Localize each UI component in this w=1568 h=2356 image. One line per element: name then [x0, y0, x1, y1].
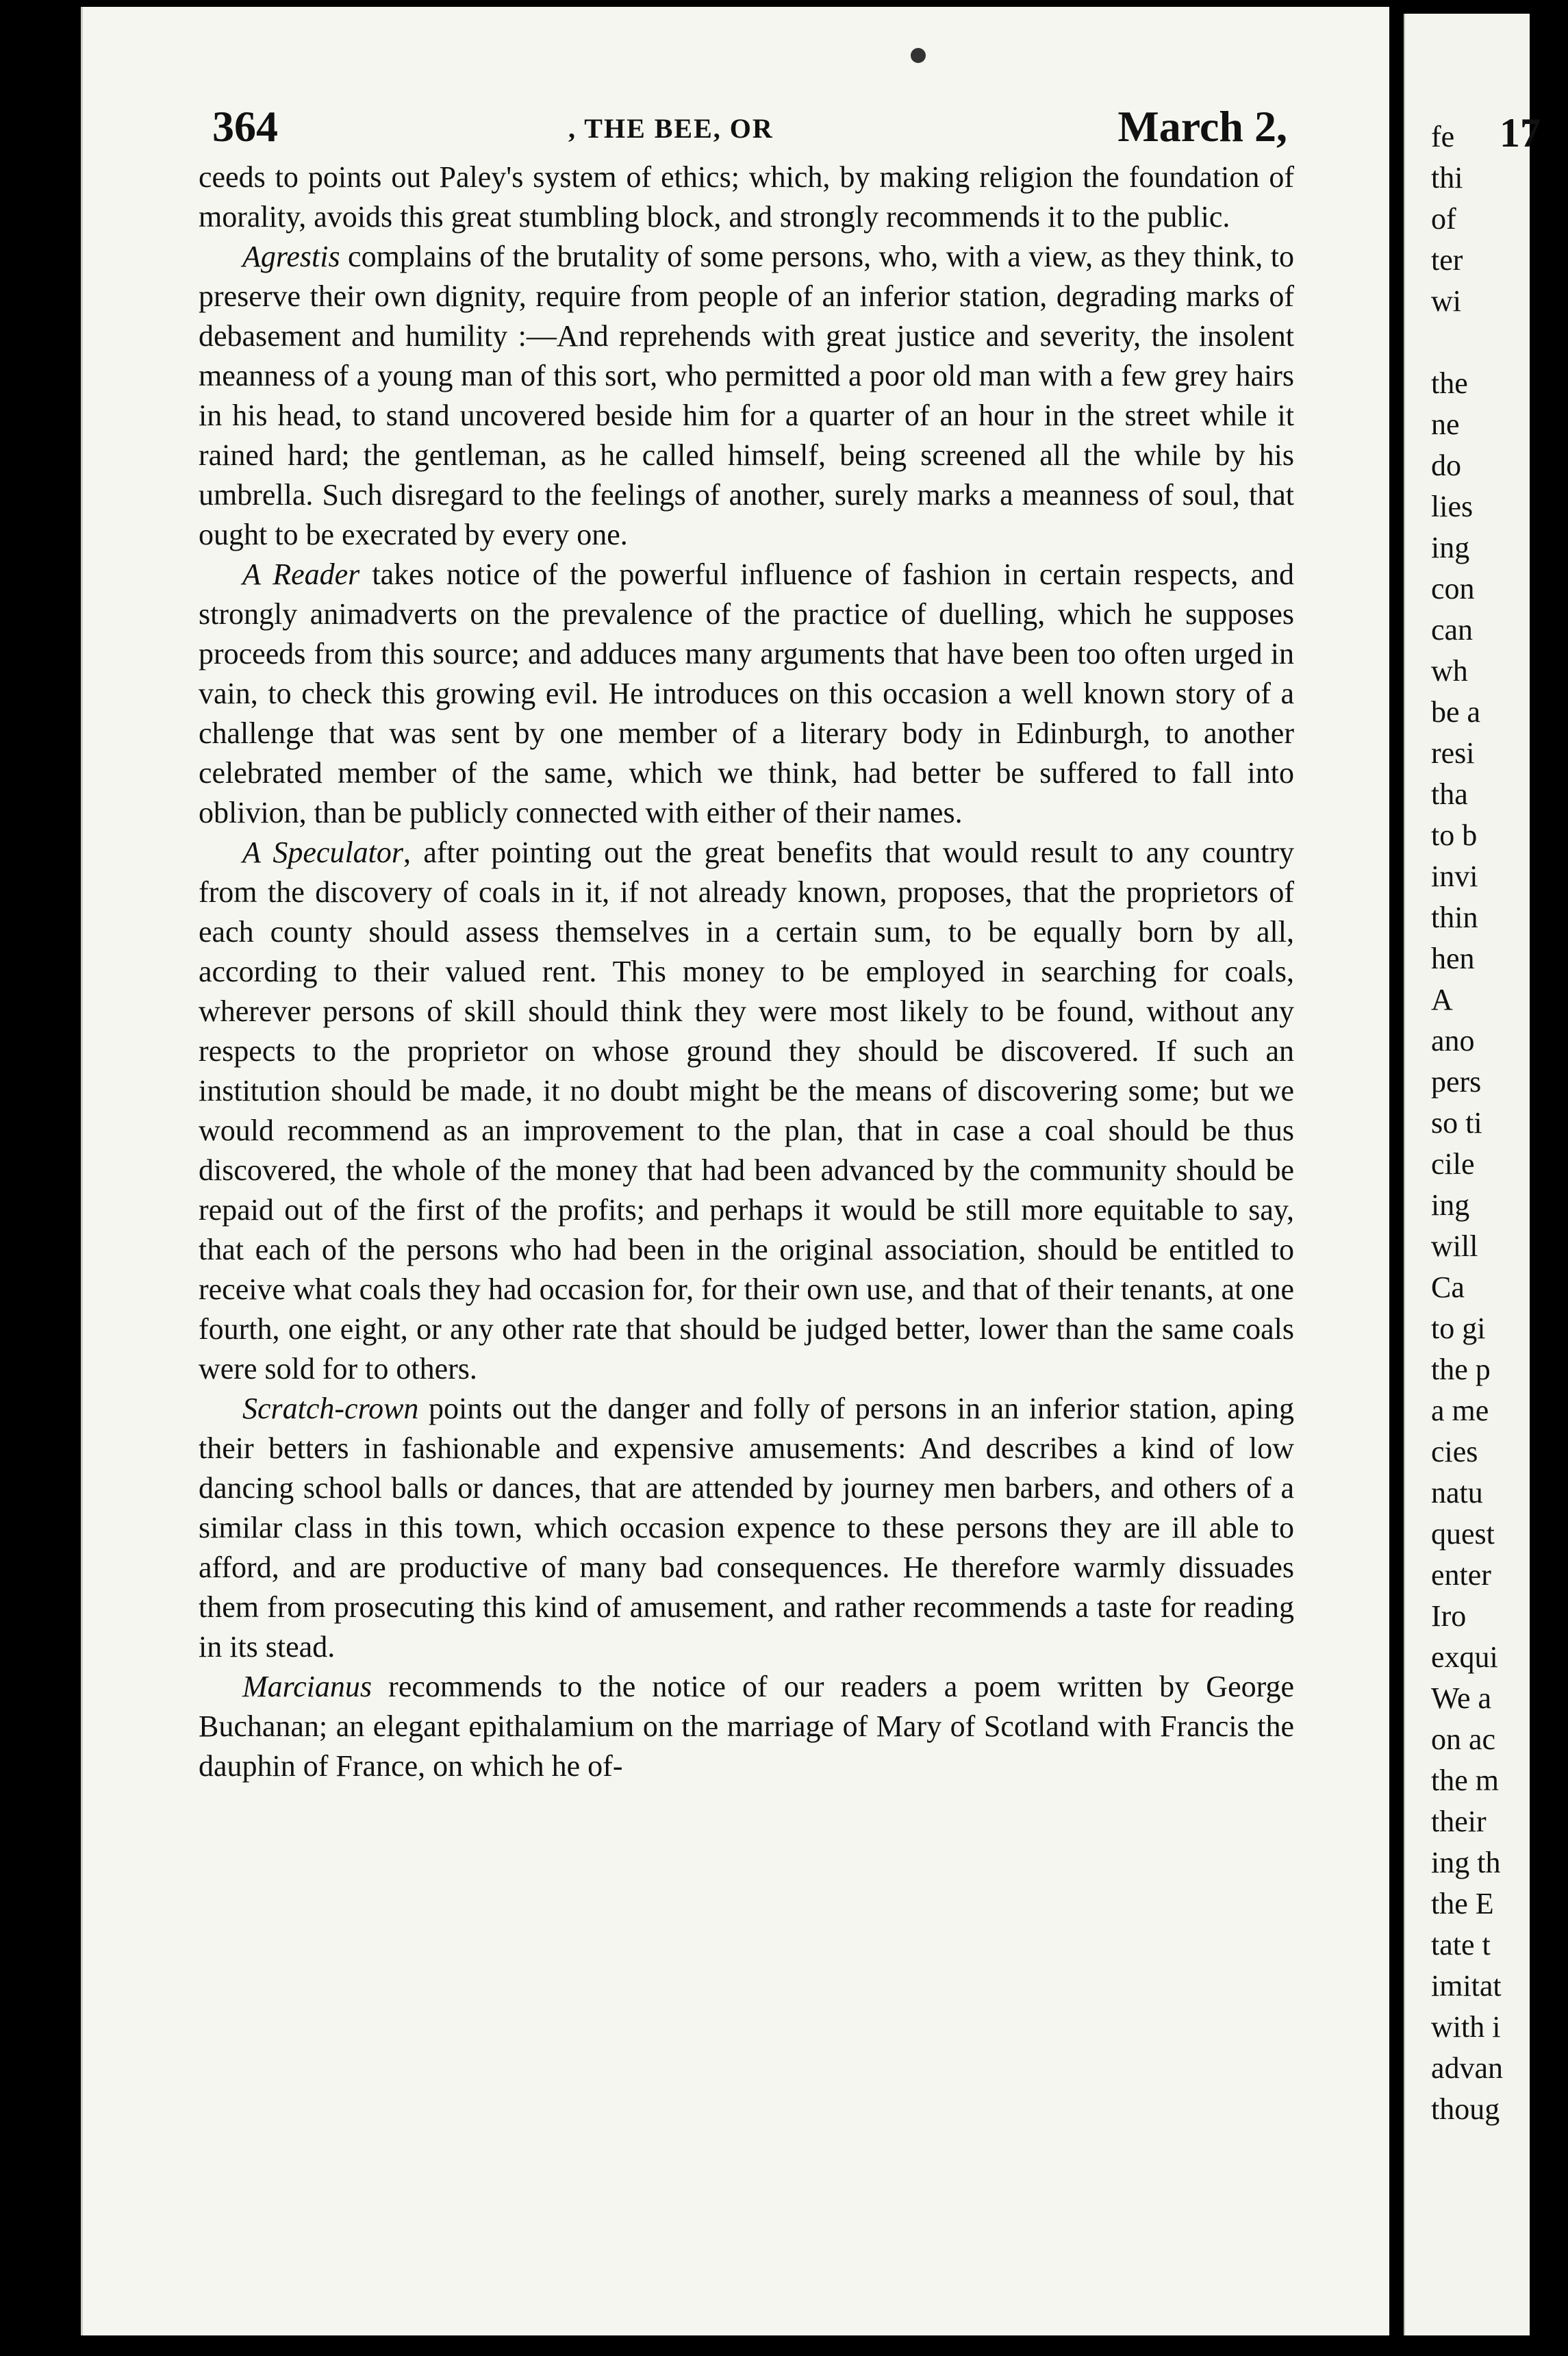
right-line-fragment: enter	[1431, 1558, 1491, 1592]
right-line-fragment: a me	[1431, 1394, 1489, 1427]
right-line-fragment: with i	[1431, 2010, 1501, 2044]
paragraph-text: points out the danger and folly of persons in an inferior station, aping their betters in fashionable and expensive amusements: And describes a kind of low dancing school balls or dances, that are attended by journey men barbers, and others of a similar class in this town, which occasion expence to these persons they are ill able to afford, and are productive of many bad consequences. He therefore warmly dissuades them from prosecuting this kind of amusement, and rather recommends a taste for reading in its stead.	[199, 1392, 1294, 1664]
correspondent-name: Marcianus	[242, 1670, 372, 1703]
right-line-fragment: of	[1431, 202, 1456, 236]
right-line-fragment: wh	[1431, 654, 1468, 688]
right-line-fragment: invi	[1431, 860, 1478, 893]
right-line-fragment: to gi	[1431, 1312, 1486, 1345]
right-line-fragment: ano	[1431, 1024, 1475, 1057]
right-line-fragment: be a	[1431, 695, 1481, 729]
right-line-fragment: Iro	[1431, 1599, 1467, 1633]
right-line-fragment: advan	[1431, 2051, 1504, 2085]
right-line-fragment: ing th	[1431, 1846, 1501, 1879]
right-line-fragment: imitat	[1431, 1969, 1502, 2003]
right-line-fragment: Ca	[1431, 1270, 1465, 1304]
right-line-fragment: quest	[1431, 1517, 1495, 1551]
correspondent-name: A Speculator	[242, 836, 404, 869]
page-number: 364	[212, 102, 278, 151]
right-line-fragment: tha	[1431, 777, 1468, 811]
right-line-fragment: cile	[1431, 1147, 1475, 1181]
right-line-fragment: ing	[1431, 1188, 1470, 1222]
right-line-fragment: thin	[1431, 901, 1478, 934]
right-line-fragment: to b	[1431, 818, 1478, 852]
right-page-header-fragment: 17	[1500, 110, 1541, 155]
right-line-fragment: con	[1431, 572, 1475, 605]
right-line-fragment: resi	[1431, 736, 1475, 770]
correspondent-name: Agrestis	[242, 240, 340, 273]
right-line-fragment: cies	[1431, 1435, 1478, 1468]
right-line-fragment: will	[1431, 1229, 1478, 1263]
correspondent-name: A Reader	[242, 557, 360, 591]
correspondent-name: Scratch-crown	[242, 1392, 419, 1425]
right-line-fragment: ing	[1431, 531, 1470, 564]
right-line-fragment: ter	[1431, 243, 1463, 277]
right-line-fragment: wi	[1431, 284, 1461, 318]
paragraph-text: ceeds to points out Paley's system of ethics; which, by making religion the foundation of morality, avoids this great stumbling block, and strongly recommends it to the public.	[199, 160, 1294, 234]
right-line-fragment: pers	[1431, 1065, 1482, 1099]
page-header	[212, 101, 1287, 156]
paragraph-paley	[199, 158, 1294, 237]
paragraph-a-speculator	[199, 833, 1294, 1389]
right-line-fragment: thi	[1431, 161, 1463, 195]
running-title: , THE BEE, OR	[568, 113, 774, 144]
right-line-fragment: hen	[1431, 942, 1475, 975]
paragraph-text: recommends to the notice of our readers a poem written by George Buchanan; an elegant epithalamium on the marriage of Mary of Scotland with Francis the dauphin of France, on which he of-	[199, 1670, 1294, 1783]
right-line-fragment: their	[1431, 1805, 1487, 1838]
right-line-fragment: on ac	[1431, 1722, 1496, 1756]
paragraph-marcianus	[199, 1667, 1294, 1786]
right-line-fragment: can	[1431, 613, 1474, 647]
right-line-fragment	[1431, 322, 1568, 363]
paragraph-text: complains of the brutality of some persons, who, with a view, as they think, to preserve their own dignity, require from people of an inferior station, degrading marks of debasement and humility :—And reprehends with great justice and severity, the insolent meanness of a young man of this sort, who permitted a poor old man with a few grey hairs in his head, to stand uncovered beside him for a quarter of an hour in the street while it rained hard; the gentleman, as he called himself, being screened all the while by his umbrella. Such disregard to the feelings of another, surely marks a meanness of soul, that ought to be execrated by every one.	[199, 240, 1294, 551]
ink-blot	[911, 48, 926, 63]
right-line-fragment: fe	[1431, 120, 1455, 153]
right-line-fragment: the m	[1431, 1764, 1499, 1797]
right-line-fragment: ne	[1431, 408, 1460, 441]
right-line-fragment: A	[1431, 983, 1453, 1016]
paragraph-agrestis	[199, 237, 1294, 555]
paragraph-text: , after pointing out the great benefits that would result to any country from the discovery of coals in it, if not already known, proposes, that the proprietors of each county should assess themselves in a certain sum, to be equally born by all, according to their valued rent. This money to be employed in searching for coals, wherever persons of skill should think they were most likely to be found, without any respects to the proprietor on whose ground they should be discovered. If such an institution should be made, it no doubt might be the means of discovering some; but we would recommend as an improvement to the plan, that in case a coal should be thus discovered, the whole of the money that had been advanced by the community should be repaid out of the first of the profits; and perhaps it would be still more equitable to say, that each of the persons who had been in the original association, should be entitled to receive what coals they had occasion for, for their own use, and that of their tenants, at one fourth, one eight, or any other rate that should be judged better, lower than the same coals were sold for to others.	[199, 836, 1294, 1386]
right-line-fragment: the	[1431, 366, 1468, 400]
right-line-fragment: the E	[1431, 1887, 1494, 1920]
right-line-fragment: natu	[1431, 1476, 1483, 1509]
paragraph-a-reader	[199, 555, 1294, 833]
right-line-fragment: tate t	[1431, 1928, 1491, 1962]
running-date: March 2,	[1117, 102, 1287, 151]
right-line-fragment: so ti	[1431, 1106, 1482, 1140]
right-line-fragment: the p	[1431, 1353, 1491, 1386]
right-line-fragment: thoug	[1431, 2092, 1500, 2126]
paragraph-scratch-crown	[199, 1389, 1294, 1667]
paragraph-text: takes notice of the powerful influence of fashion in certain respects, and strongly animadverts on the prevalence of the practice of duelling, which he supposes proceeds from this source; and adduces many arguments that have been too often urged in vain, to check this growing evil. He introduces on this occasion a well known story of a challenge that was sent by one member of a literary body in Edinburgh, to another celebrated member of the same, which we think, had better be suffered to fall into oblivion, than be publicly connected with either of their names.	[199, 557, 1295, 829]
right-page-text-fragments	[1431, 116, 1568, 2130]
article-body	[199, 158, 1294, 1786]
right-line-fragment: exqui	[1431, 1640, 1498, 1674]
right-line-fragment: lies	[1431, 490, 1474, 523]
right-line-fragment: do	[1431, 449, 1461, 482]
right-line-fragment: We a	[1431, 1681, 1492, 1715]
